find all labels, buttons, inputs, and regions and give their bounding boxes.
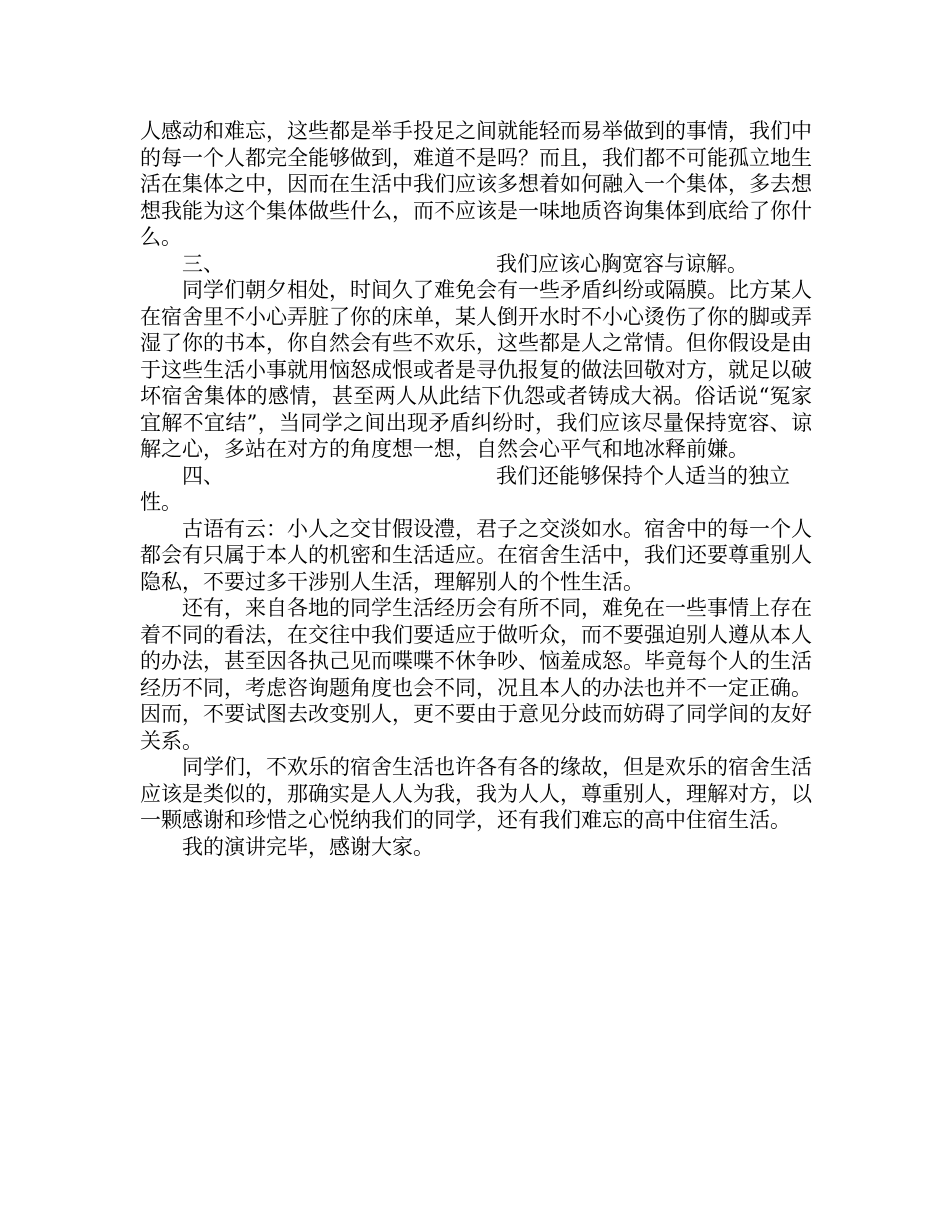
paragraph-closing: 我的演讲完毕，感谢大家。	[182, 834, 434, 859]
document-body	[140, 118, 812, 860]
paragraph-privacy: 古语有云：小人之交甘假设澧，君子之交淡如水。宿舍中的每一个人都会有只属于本人的机密和生活适应。在宿舍生活中，我们还要尊重别人隐私，不要过多干涉别人生活，理解别人的个性生活。	[140, 516, 812, 594]
paragraph-differences: 还有，来自各地的同学生活经历会有所不同，难免在一些事情上存在着不同的看法，在交往中我们要适应于做听众，而不要强迫别人遵从本人的办法，甚至因各执己见而喋喋不休争吵、恼羞成怒。毕竟每个人的生活经历不同，考虑咨询题角度也会不同，况且本人的办法也并不一定正确。因而，不要试图去改变别人，更不要由于意见分歧而妨碍了同学间的友好关系。	[140, 596, 812, 753]
paragraph-conclusion: 同学们，不欢乐的宿舍生活也许各有各的缘故，但是欢乐的宿舍生活应该是类似的，那确实是人人为我，我为人人，尊重别人，理解对方，以一颗感谢和珍惜之心悦纳我们的同学，还有我们难忘的高中住宿生活。	[140, 755, 812, 832]
paragraph-tolerance: 同学们朝夕相处，时间久了难免会有一些矛盾纠纷或隔膜。比方某人在宿舍里不小心弄脏了你的床单，某人倒开水时不小心烫伤了你的脚或弄湿了你的书本，你自然会有些不欢乐，这些都是人之常情。但你假设是由于这些生活小事就用恼怒成恨或者是寻仇报复的做法回敬对方，就足以破坏宿舍集体的感情，甚至两人从此结下仇怨或者铸成大祸。俗话说“冤家宜解不宜结”，当同学之间出现矛盾纠纷时，我们应该尽量保持宽容、谅解之心，多站在对方的角度想一想，自然会心平气和地冰释前嫌。	[140, 278, 812, 461]
section-title-4: 我们还能够保持个人适当的独立	[496, 463, 790, 488]
section-number-4: 四、	[182, 463, 224, 488]
section-heading-3	[140, 251, 812, 278]
paragraph-continuation: 人感动和难忘，这些都是举手投足之间就能轻而易举做到的事情，我们中的每一个人都完全能够做到，难道不是吗？而且，我们都不可能孤立地生活在集体之中，因而在生活中我们应该多想着如何融入一个集体，多去想想我能为这个集体做些什么，而不应该是一味地质咨询集体到底给了你什么。	[140, 119, 812, 249]
section-heading-4	[140, 463, 812, 490]
section-title-4-wrap: 性。	[140, 490, 182, 514]
section-title-3: 我们应该心胸宽容与谅解。	[496, 251, 748, 276]
section-number-3: 三、	[182, 251, 224, 276]
